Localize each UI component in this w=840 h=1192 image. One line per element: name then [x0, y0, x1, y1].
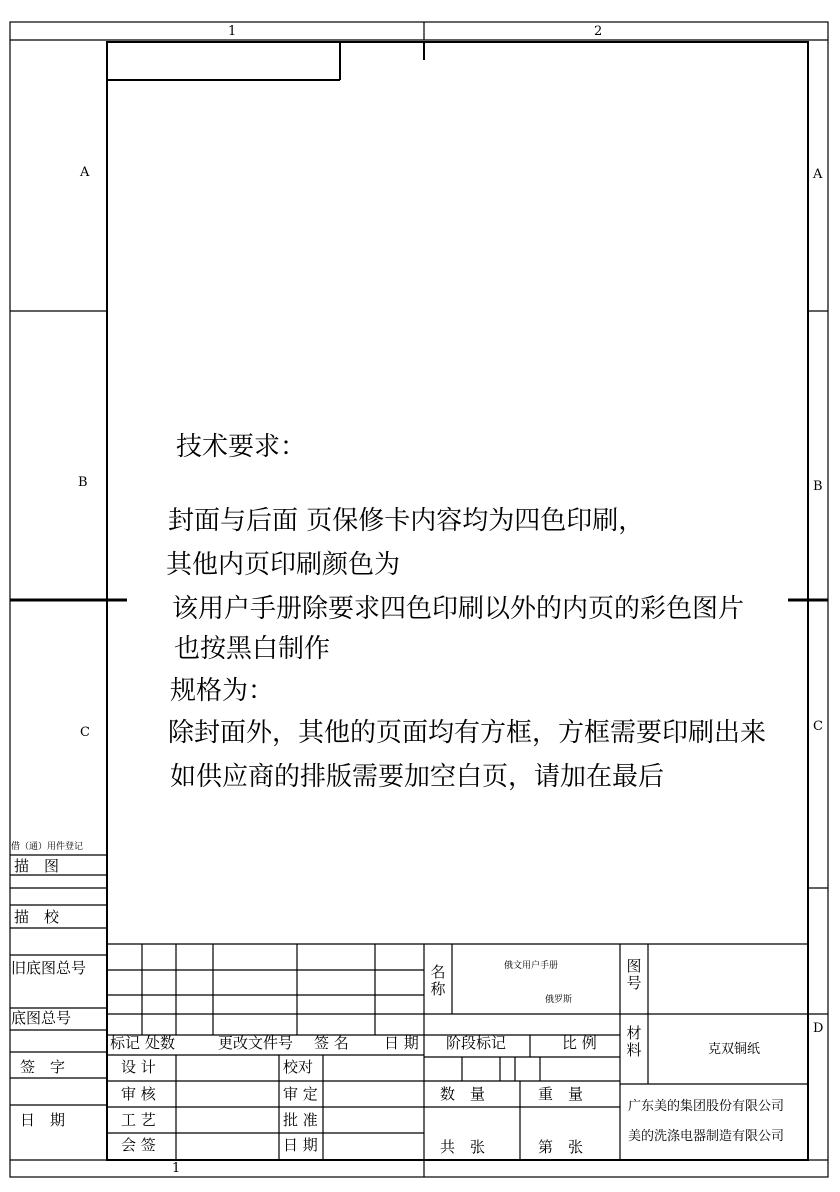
requirement-line-5: 规格为： — [170, 676, 275, 706]
header-signature: 签 名 — [314, 1034, 349, 1052]
zone-left-c: C — [80, 725, 90, 740]
name-subtitle: 俄罗斯 — [545, 995, 573, 1005]
role-countersign: 会 签 — [121, 1136, 156, 1154]
scale-label: 比 例 — [562, 1034, 597, 1052]
zone-right-a: A — [813, 167, 823, 182]
requirement-line-6: 除封面外，其他的页面均有方框，方框需要印刷出来 — [168, 718, 767, 748]
requirement-line-7: 如供应商的排版需要加空白页，请加在最后 — [170, 762, 665, 792]
requirement-line-3: 该用户手册除要求四色印刷以外的内页的彩色图片 — [172, 594, 745, 624]
old-base-number-label: 旧底图总号 — [11, 959, 87, 977]
zone-right-d: D — [813, 1021, 824, 1036]
company-name-2: 美的洗涤电器制造有限公司 — [628, 1129, 785, 1144]
requirement-line-1: 封面与后面 页保修卡内容均为四色印刷， — [168, 506, 645, 536]
zone-top-1: 1 — [228, 24, 237, 39]
header-count: 处数 — [145, 1034, 176, 1052]
name-label: 名称 — [430, 963, 446, 998]
base-number-label: 底图总号 — [11, 1009, 72, 1027]
material-label: 材料 — [626, 1024, 642, 1059]
role-design: 设 计 — [121, 1058, 156, 1076]
header-change-doc: 更改文件号 — [218, 1034, 294, 1052]
quantity-label: 数 量 — [440, 1085, 486, 1103]
zone-left-a: A — [80, 165, 90, 180]
role-check: 校对 — [283, 1058, 314, 1076]
header-mark: 标记 — [110, 1034, 141, 1052]
zone-left-b: B — [78, 475, 88, 490]
borrow-register-label: 借（通）用件登记 — [11, 842, 84, 852]
total-sheets-label: 共 张 — [440, 1138, 486, 1156]
trace-label: 描 图 — [14, 857, 60, 875]
sheet-number-label: 第 张 — [538, 1138, 584, 1156]
zone-right-c: C — [813, 719, 823, 734]
requirement-line-4: 也按黑白制作 — [174, 634, 331, 664]
role-approve-review: 审 定 — [283, 1085, 318, 1103]
name-value: 俄文用户手册 — [504, 961, 559, 971]
zone-right-b: B — [813, 479, 823, 494]
proof-label: 描 校 — [14, 908, 60, 926]
company-name-1: 广东美的集团股份有限公司 — [628, 1099, 785, 1114]
role-approve: 批 准 — [283, 1111, 318, 1129]
zone-bottom-1: 1 — [172, 1161, 181, 1176]
requirements-title: 技术要求： — [176, 432, 307, 462]
signature-label: 签 字 — [20, 1058, 66, 1076]
role-process: 工 艺 — [121, 1111, 156, 1129]
zone-top-2: 2 — [594, 24, 603, 39]
role-date: 日 期 — [283, 1136, 318, 1154]
material-value: 克双铜纸 — [708, 1042, 761, 1057]
header-date: 日 期 — [384, 1034, 419, 1052]
role-review: 审 核 — [121, 1085, 156, 1103]
stage-mark-label: 阶段标记 — [446, 1034, 507, 1052]
weight-label: 重 量 — [538, 1085, 584, 1103]
requirement-line-2: 其他内页印刷颜色为 — [166, 550, 401, 580]
drawing-number-label: 图号 — [626, 957, 642, 992]
date-label: 日 期 — [20, 1111, 66, 1129]
